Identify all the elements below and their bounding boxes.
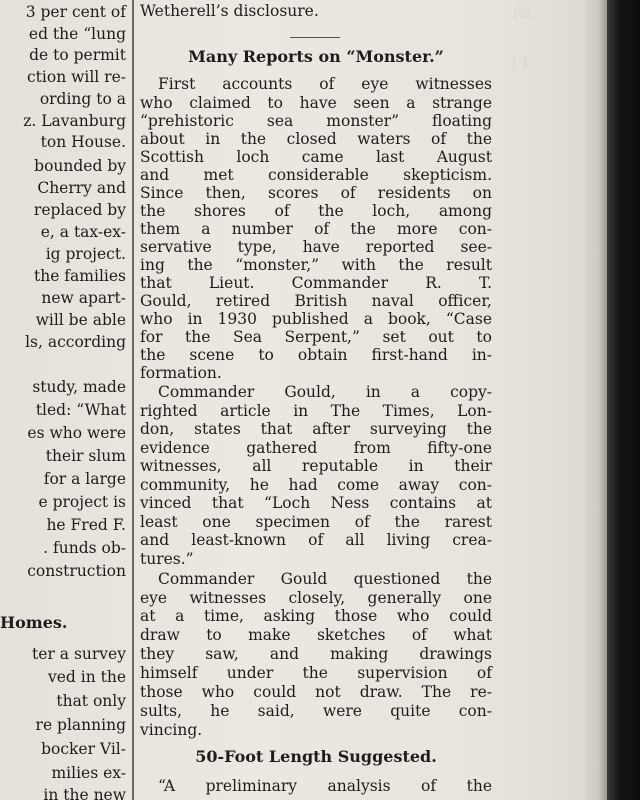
left-line: for a large	[43, 470, 126, 488]
paragraph-line: at a time, asking those who could	[140, 607, 492, 625]
left-line: e, a tax-ex-	[40, 223, 126, 241]
left-line: ig project.	[45, 245, 126, 263]
left-line: milies ex-	[51, 764, 126, 782]
column-rule	[132, 0, 134, 800]
paragraph-line: draw to make sketches of what	[140, 626, 492, 644]
paragraph-line: formation.	[140, 364, 222, 382]
left-line: es who were	[27, 424, 126, 442]
paragraph-line: vincing.	[140, 721, 203, 739]
left-line: he Fred F.	[46, 516, 126, 534]
left-line: ter a survey	[32, 645, 126, 663]
paragraph-line: First accounts of eye witnesses	[158, 75, 492, 93]
paragraph-line: servative type, have reported see-	[140, 238, 492, 256]
left-line: ved in the	[47, 668, 126, 686]
left-article-column	[0, 0, 128, 800]
left-line: ton House.	[40, 133, 126, 151]
paragraph-line: and least-known of all living crea-	[140, 531, 492, 549]
paragraph-line: that Lieut. Commander R. T.	[140, 274, 492, 292]
paragraph-line: Gould, retired British naval officer,	[140, 292, 492, 310]
left-line: bocker Vil-	[41, 740, 126, 758]
paragraph-line: Commander Gould questioned the	[158, 570, 492, 588]
left-section-heading: Homes.	[0, 613, 68, 632]
left-line: ls, according	[25, 333, 126, 351]
paragraph-line: Scottish loch came last August	[140, 148, 492, 166]
left-line: their slum	[45, 447, 126, 465]
left-line: construction	[27, 562, 126, 580]
paragraph-line: the shores of the loch, among	[140, 202, 492, 220]
paragraph-line: ing the “monster,” with the result	[140, 256, 492, 274]
paragraph-line: Since then, scores of residents on	[140, 184, 492, 202]
left-line: re planning	[35, 716, 126, 734]
subheading-many-reports: Many Reports on “Monster.”	[188, 47, 444, 66]
subheading-50-foot: 50-Foot Length Suggested.	[195, 747, 437, 766]
divider-rule	[290, 37, 340, 38]
paragraph-line: who claimed to have seen a strange	[140, 94, 492, 112]
paragraph-line: righted article in The Times, Lon-	[140, 402, 492, 420]
page-edge	[585, 0, 607, 800]
left-line: that only	[56, 692, 126, 710]
paragraph-line: for the Sea Serpent,” set out to	[140, 328, 492, 346]
left-line: Cherry and	[37, 179, 126, 197]
paragraph-line: don, states that after surveying the	[140, 420, 492, 438]
paragraph-line: Commander Gould, in a copy-	[158, 383, 492, 401]
paragraph-line: eye witnesses closely, generally one	[140, 589, 492, 607]
left-line: . funds ob-	[43, 539, 126, 557]
paragraph-line: about in the closed waters of the	[140, 130, 492, 148]
paragraph-line: community, he had come away con-	[140, 476, 492, 494]
paragraph-line: tures.”	[140, 550, 194, 568]
paragraph-line: them a number of the more con-	[140, 220, 492, 238]
left-line: ording to a	[39, 90, 126, 108]
left-line: de to permit	[29, 46, 126, 64]
paragraph-line: witnesses, all reputable in their	[140, 457, 492, 475]
left-line: ed the “lung	[28, 25, 126, 43]
dark-background	[607, 0, 640, 800]
paragraph-line: the scene to obtain first-hand in-	[140, 346, 492, 364]
paragraph-line: and met considerable skepticism.	[140, 166, 492, 184]
left-line: e project is	[38, 493, 126, 511]
paragraph-line: sults, he said, were quite con-	[140, 702, 492, 720]
paragraph-line: “A preliminary analysis of the	[158, 777, 492, 795]
main-article-column	[140, 0, 498, 800]
paragraph-line: who in 1930 published a book, “Case	[140, 310, 492, 328]
left-line: tled: “What	[35, 401, 126, 419]
left-line: replaced by	[33, 201, 126, 219]
bleed-text: [ ]	[512, 55, 528, 71]
paragraph-line: those who could not draw. The re-	[140, 683, 492, 701]
paragraph-line: least one specimen of the rarest	[140, 513, 492, 531]
paragraph-line: “prehistoric sea monster” floating	[140, 112, 492, 130]
left-line: 3 per cent of	[25, 3, 126, 21]
main-top-line: Wetherell’s disclosure.	[140, 2, 319, 20]
left-line: new apart-	[41, 289, 126, 307]
left-line: study, made	[32, 378, 126, 396]
paragraph-line: they saw, and making drawings	[140, 645, 492, 663]
paragraph-line: vinced that “Loch Ness contains at	[140, 494, 492, 512]
left-line: z. Lavanburg	[23, 112, 126, 130]
left-line: the families	[34, 267, 126, 285]
paragraph-line: evidence gathered from fifty-one	[140, 439, 492, 457]
left-line: will be able	[35, 311, 126, 329]
bleed-text: RS	[512, 6, 533, 22]
left-line: in the new	[43, 786, 126, 800]
left-line: ction will re-	[27, 68, 126, 86]
paragraph-line: himself under the supervision of	[140, 664, 492, 682]
left-line: bounded by	[34, 157, 126, 175]
